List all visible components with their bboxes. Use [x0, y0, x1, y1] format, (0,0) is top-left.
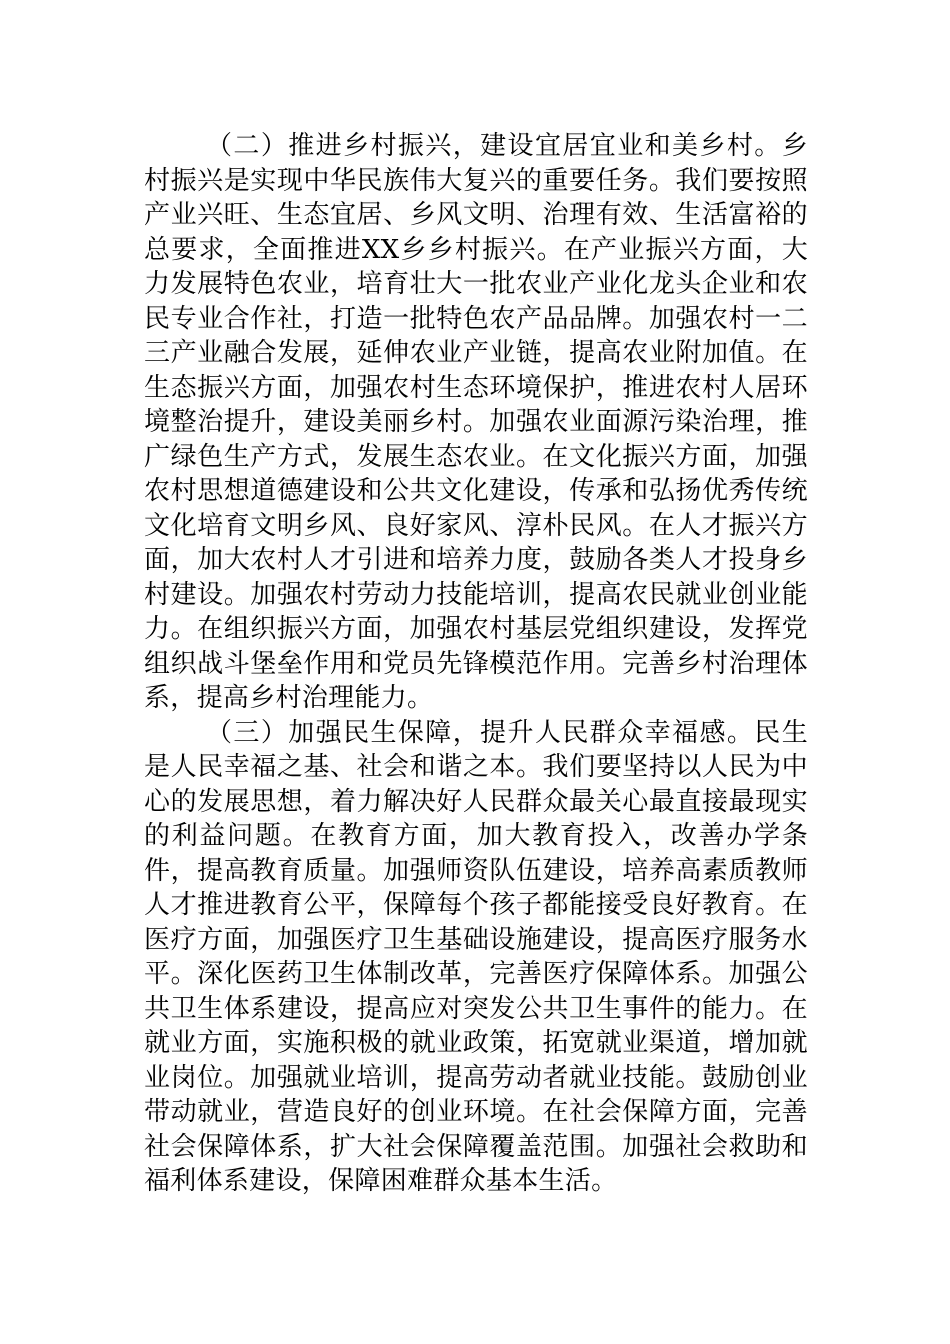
document-body	[144, 129, 808, 1199]
paragraph-rural-revitalization: （二）推进乡村振兴，建设宜居宜业和美乡村。乡村振兴是实现中华民族伟大复兴的重要任务。我们要按照产业兴旺、生态宜居、乡风文明、治理有效、生活富裕的总要求，全面推进XX乡乡村振兴。在产业振兴方面，大力发展特色农业，培育壮大一批农业产业化龙头企业和农民专业合作社，打造一批特色农产品品牌。加强农村一二三产业融合发展，延伸农业产业链，提高农业附加值。在生态振兴方面，加强农村生态环境保护，推进农村人居环境整治提升，建设美丽乡村。加强农业面源污染治理，推广绿色生产方式，发展生态农业。在文化振兴方面，加强农村思想道德建设和公共文化建设，传承和弘扬优秀传统文化培育文明乡风、良好家风、淳朴民风。在人才振兴方面，加大农村人才引进和培养力度，鼓励各类人才投身乡村建设。加强农村劳动力技能培训，提高农民就业创业能力。在组织振兴方面，加强农村基层党组织建设，发挥党组织战斗堡垒作用和党员先锋模范作用。完善乡村治理体系，提高乡村治理能力。	[144, 131, 808, 713]
paragraph-livelihood-security: （三）加强民生保障，提升人民群众幸福感。民生是人民幸福之基、社会和谐之本。我们要坚持以人民为中心的发展思想，着力解决好人民群众最关心最直接最现实的利益问题。在教育方面，加大教育投入，改善办学条件，提高教育质量。加强师资队伍建设，培养高素质教师人才推进教育公平，保障每个孩子都能接受良好教育。在医疗方面，加强医疗卫生基础设施建设，提高医疗服务水平。深化医药卫生体制改革，完善医疗保障体系。加强公共卫生体系建设，提高应对突发公共卫生事件的能力。在就业方面，实施积极的就业政策，拓宽就业渠道，增加就业岗位。加强就业培训，提高劳动者就业技能。鼓励创业带动就业，营造良好的创业环境。在社会保障方面，完善社会保障体系，扩大社会保障覆盖范围。加强社会救助和福利体系建设，保障困难群众基本生活。	[144, 717, 808, 1196]
